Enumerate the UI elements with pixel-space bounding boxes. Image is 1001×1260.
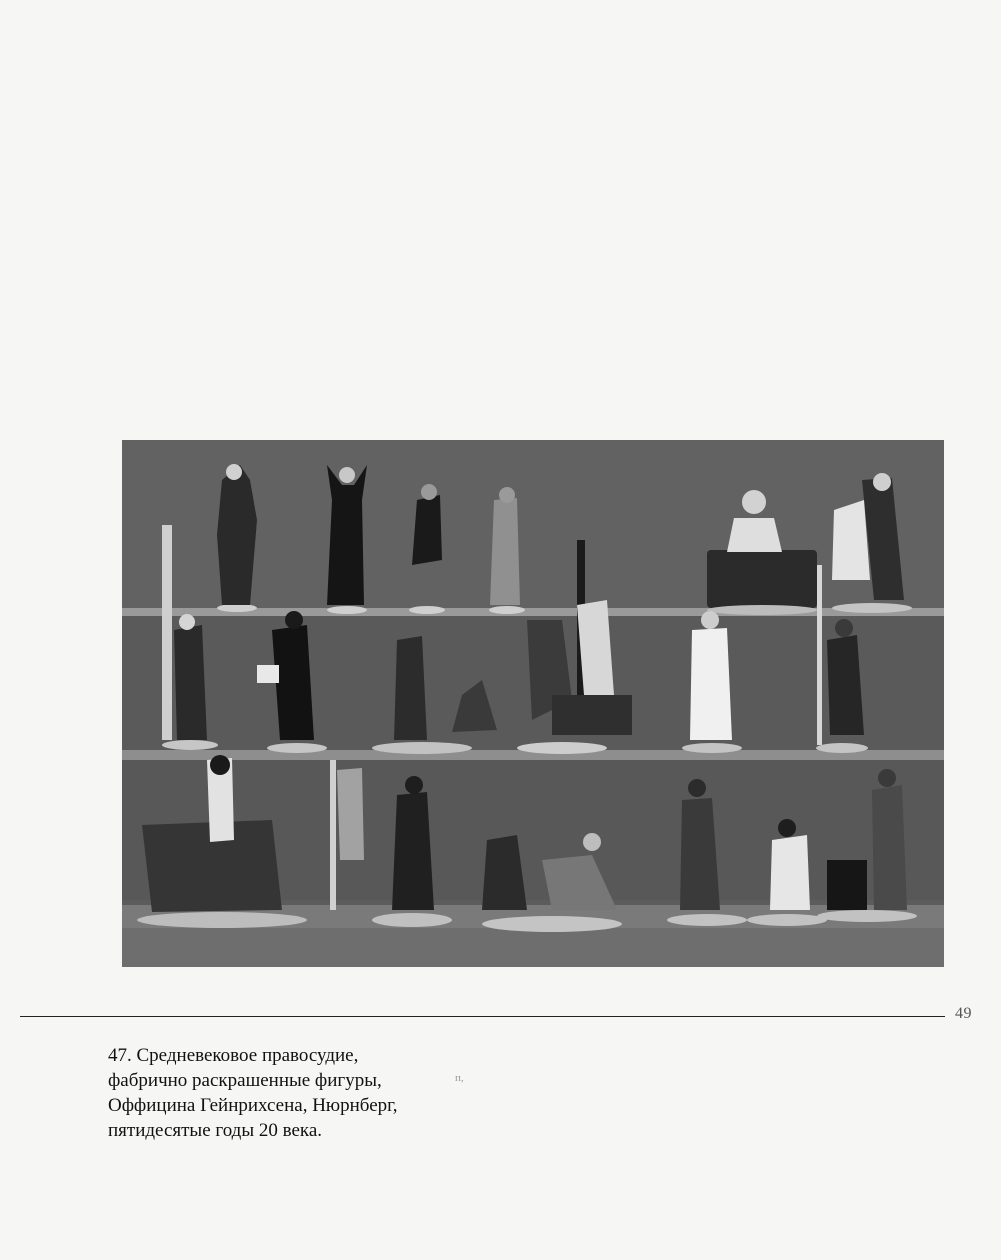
figure-caption — [108, 1043, 468, 1143]
caption-line: 47. Средневековое правосудие, — [108, 1045, 359, 1066]
photo-illustration — [122, 440, 944, 967]
caption-line: пятидесятые годы 20 века. — [108, 1120, 323, 1141]
caption-line: фабрично раскрашенные фигуры, — [108, 1070, 382, 1091]
page-number: 49 — [955, 1005, 972, 1022]
shelf-bottom-front — [122, 928, 944, 967]
stray-mark: п, — [455, 1072, 464, 1084]
horizontal-rule — [20, 1016, 945, 1017]
caption-line: Оффицина Гейнрихсена, Нюрнберг, — [108, 1095, 398, 1116]
tin-figures-photograph — [122, 440, 944, 967]
